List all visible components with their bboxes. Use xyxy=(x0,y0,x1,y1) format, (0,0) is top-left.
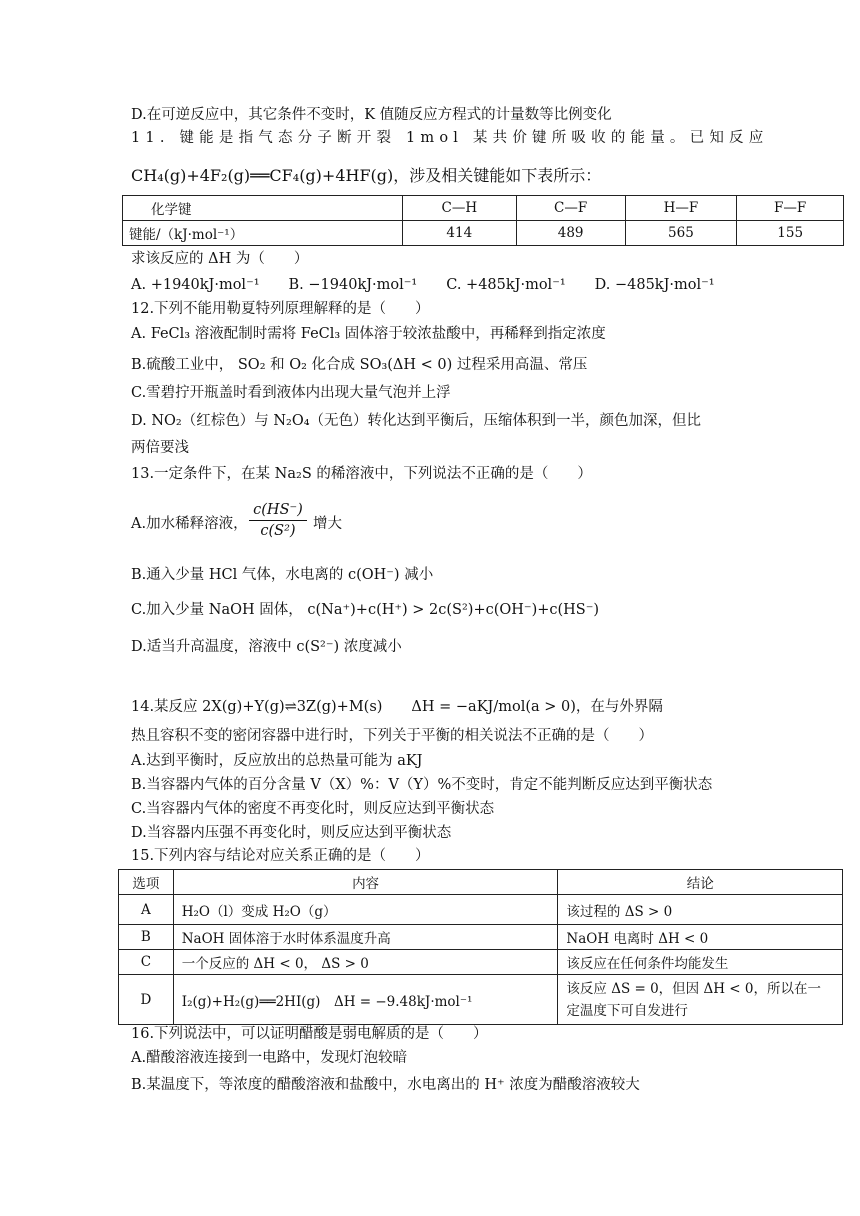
table-cell: 该反应在任何条件均能发生 xyxy=(558,950,843,975)
table-row xyxy=(119,975,843,1025)
question-16-option-a: A.醋酸溶液连接到一电路中，发现灯泡较暗 xyxy=(131,1050,408,1066)
question-13-option-b: B.通入少量 HCl 气体，水电离的 c(OH⁻) 减小 xyxy=(131,567,434,583)
table-cell: B xyxy=(119,925,174,950)
table-header-cell: F—F xyxy=(737,196,844,221)
table-cell: 414 xyxy=(402,221,516,246)
question-12-option-c: C.雪碧拧开瓶盖时看到液体内出现大量气泡并上浮 xyxy=(131,385,451,401)
question-16-option-b: B.某温度下，等浓度的醋酸溶液和盐酸中，水电离出的 H⁺ 浓度为醋酸溶液较大 xyxy=(131,1077,640,1093)
table-cell: NaOH 电离时 ΔH < 0 xyxy=(558,925,843,950)
conclusion-table xyxy=(118,869,843,1025)
question-14-stem-cont: 热且容积不变的密闭容器中进行时，下列关于平衡的相关说法不正确的是（ ） xyxy=(131,728,653,744)
question-14-option-b: B.当容器内气体的百分含量 V（X）%：V（Y）%不变时，肯定不能判断反应达到平衡状态 xyxy=(131,777,713,793)
fraction xyxy=(249,500,307,541)
table-cell: 489 xyxy=(516,221,625,246)
table-cell: I₂(g)+H₂(g)══2HI(g) ΔH = −9.48kJ·mol⁻¹ xyxy=(173,975,558,1025)
table-row xyxy=(123,221,844,246)
question-14-option-a: A.达到平衡时，反应放出的总热量可能为 aKJ xyxy=(131,753,423,769)
table-header-cell: 选项 xyxy=(119,870,174,895)
question-12-option-a: A. FeCl₃ 溶液配制时需将 FeCl₃ 固体溶于较浓盐酸中，再稀释到指定浓度 xyxy=(131,326,606,342)
table-cell: NaOH 固体溶于水时体系温度升高 xyxy=(173,925,558,950)
question-13-option-c: C.加入少量 NaOH 固体， c(Na⁺)+c(H⁺) > 2c(S²)+c(OH⁻)+c(HS⁻) xyxy=(131,602,600,618)
table-header-cell: 内容 xyxy=(173,870,558,895)
table-row xyxy=(119,895,843,925)
table-header-cell: 化学键 xyxy=(123,196,403,221)
table-cell: 155 xyxy=(737,221,844,246)
fraction-denominator: c(S²) xyxy=(260,523,296,539)
table-cell: 565 xyxy=(625,221,737,246)
fraction-numerator: c(HS⁻) xyxy=(249,500,307,521)
table-header-cell: 结论 xyxy=(558,870,843,895)
question-11-equation: CH₄(g)+4F₂(g)══CF₄(g)+4HF(g)，涉及相关键能如下表所示： xyxy=(131,166,602,185)
question-11-options: A. +1940kJ·mol⁻¹ B. −1940kJ·mol⁻¹ C. +485kJ·mol⁻¹ D. −485kJ·mol⁻¹ xyxy=(131,277,715,293)
question-13-stem: 13.一定条件下，在某 Na₂S 的稀溶液中，下列说法不正确的是（ ） xyxy=(131,466,592,482)
question-10-option-d: D.在可逆反应中，其它条件不变时，K 值随反应方程式的计量数等比例变化 xyxy=(131,107,612,123)
table-cell: H₂O（l）变成 H₂O（g） xyxy=(173,895,558,925)
option-text: A.加水稀释溶液， xyxy=(131,516,248,532)
table-cell: 一个反应的 ΔH < 0， ΔS > 0 xyxy=(173,950,558,975)
bond-energy-table xyxy=(122,195,844,246)
table-cell: 该过程的 ΔS > 0 xyxy=(558,895,843,925)
table-row xyxy=(119,925,843,950)
table-row xyxy=(119,870,843,895)
table-header-cell: H—F xyxy=(625,196,737,221)
question-13-option-d: D.适当升高温度，溶液中 c(S²⁻) 浓度减小 xyxy=(131,639,402,655)
table-cell: C xyxy=(119,950,174,975)
question-11-ask: 求该反应的 ΔH 为（ ） xyxy=(131,251,309,267)
table-cell: 该反应 ΔS = 0，但因 ΔH < 0，所以在一定温度下可自发进行 xyxy=(558,975,843,1025)
table-row xyxy=(123,196,844,221)
question-14-option-c: C.当容器内气体的密度不再变化时，则反应达到平衡状态 xyxy=(131,801,495,817)
question-15-stem: 15.下列内容与结论对应关系正确的是（ ） xyxy=(131,848,430,864)
question-14-option-d: D.当容器内压强不再变化时，则反应达到平衡状态 xyxy=(131,825,452,841)
table-cell: 键能/（kJ·mol⁻¹） xyxy=(123,221,403,246)
table-header-cell: C—H xyxy=(402,196,516,221)
question-16-stem: 16.下列说法中，可以证明醋酸是弱电解质的是（ ） xyxy=(131,1026,488,1042)
table-cell: A xyxy=(119,895,174,925)
option-text: 增大 xyxy=(313,516,342,532)
table-row xyxy=(119,950,843,975)
table-header-cell: C—F xyxy=(516,196,625,221)
question-14-stem: 14.某反应 2X(g)+Y(g)⇌3Z(g)+M(s) ΔH = −aKJ/mol(a > 0)，在与外界隔 xyxy=(131,699,663,715)
question-12-option-d-cont: 两倍要浅 xyxy=(131,440,189,456)
question-11-stem: 11. 键能是指气态分子断开裂 1mol 某共价键所吸收的能量。已知反应 xyxy=(131,130,769,146)
question-12-option-b: B.硫酸工业中， SO₂ 和 O₂ 化合成 SO₃(ΔH < 0) 过程采用高温、常压 xyxy=(131,357,588,373)
table-cell: D xyxy=(119,975,174,1025)
question-12-option-d: D. NO₂（红棕色）与 N₂O₄（无色）转化达到平衡后，压缩体积到一半，颜色加深，但比 xyxy=(131,413,702,429)
question-12-stem: 12.下列不能用勒夏特列原理解释的是（ ） xyxy=(131,301,430,317)
